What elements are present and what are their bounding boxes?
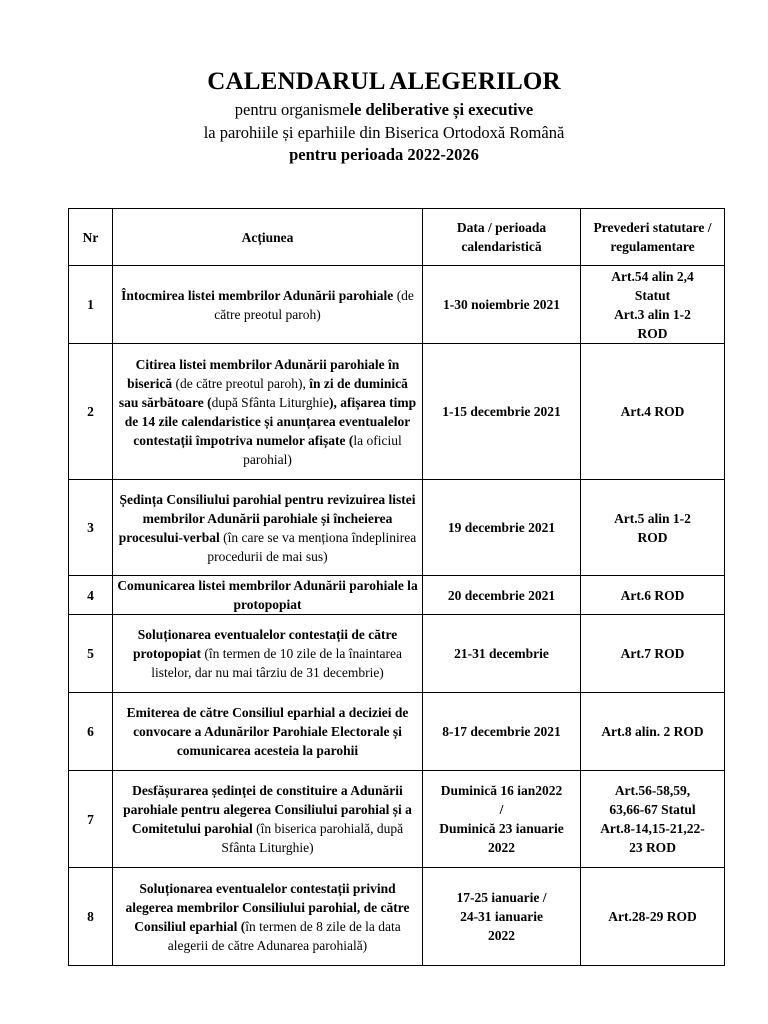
- action-bold: Comunicarea listei membrilor Adunării parohiale la protopopiat: [117, 578, 418, 612]
- action-normal: (în biserica parohială, după Sfânta Liturghie): [221, 821, 404, 855]
- action-bold: Soluționarea eventualelor contestații de către protopopiat: [133, 627, 398, 661]
- date-line: /: [499, 802, 504, 817]
- action-bold: Desfășurarea ședinței de constituire a Adunării parohiale pentru alegerea Consiliului parohial și a Comitetului parohial: [123, 783, 412, 836]
- action-bold: Soluționarea eventualelor contestații privind alegerea membrilor Consiliului parohial, de către Consiliul eparhial (: [125, 880, 410, 934]
- header-date: Data / perioada calendaristică: [423, 209, 581, 266]
- row-date: 19 decembrie 2021: [423, 480, 581, 576]
- row-ref: [581, 771, 725, 868]
- table-header-row: [69, 209, 725, 266]
- row-nr: 8: [69, 868, 113, 966]
- action-normal: (în termen de 10 zile de la înaintarea listelor, dar nu mai târziu de 31 decembrie): [151, 646, 402, 680]
- ref-line: Art.6 ROD: [620, 587, 685, 603]
- header-nr: Nr: [69, 209, 113, 266]
- row-nr: 2: [69, 344, 113, 480]
- ref-line: Art.7 ROD: [620, 646, 685, 661]
- row-ref: [581, 266, 725, 344]
- row-ref: [581, 868, 725, 966]
- document-title: CALENDARUL ALEGERILOR: [207, 68, 561, 95]
- row-action: [113, 344, 423, 480]
- table-row: [69, 344, 725, 480]
- date-line: 24-31 ianuarie: [460, 909, 543, 924]
- action-bold: Emiterea de către Consiliul eparhial a deciziei de convocare a Adunărilor Parohiale Electorale și comunicarea acesteia la parohii: [126, 705, 409, 758]
- ref-line: Art.5 alin 1-2: [614, 510, 691, 526]
- ref-line: Art.54 alin 2,4: [611, 268, 694, 284]
- ref-line: Art.28-29 ROD: [608, 909, 697, 924]
- action-normal: (de către preotul paroh),: [172, 375, 310, 391]
- row-ref: [581, 615, 725, 693]
- ref-line: Art.8-14,15-21,22-: [600, 821, 705, 836]
- ref-line: Art.8 alin. 2 ROD: [601, 724, 704, 739]
- row-nr: 5: [69, 615, 113, 693]
- row-action: [113, 615, 423, 693]
- action-bold: ), afișarea timp de 14 zile calendaristice și anunțarea eventualelor contestații împotriva numelor afișate (: [124, 394, 417, 448]
- row-date: 8-17 decembrie 2021: [423, 693, 581, 771]
- row-ref: [581, 693, 725, 771]
- row-date: 1-15 decembrie 2021: [423, 344, 581, 480]
- table-row: [69, 480, 725, 576]
- table-row: [69, 868, 725, 966]
- row-action: [113, 266, 423, 344]
- action-normal: (în care se va menționa îndeplinirea procedurii de mai sus): [207, 529, 417, 564]
- row-ref: [581, 344, 725, 480]
- ref-line: 63,66-67 Statul: [609, 802, 696, 817]
- row-action: [113, 868, 423, 966]
- subtitle-1-rest: le deliberative și executive: [349, 100, 534, 119]
- ref-line: Art.56-58,59,: [614, 783, 691, 798]
- ref-line: Art.3 alin 1-2: [614, 306, 691, 322]
- document-header: [0, 66, 768, 166]
- action-normal: în termen de 8 zile de la data alegerii de către Adunarea parohială): [167, 918, 401, 953]
- action-bold: Ședința Consiliului parohial pentru revizuirea listei membrilor Adunării parohiale și încheierea procesului-verbal: [118, 491, 416, 545]
- ref-line: ROD: [637, 325, 668, 341]
- date-line: Duminică 16 ian2022: [440, 783, 563, 798]
- table-row: [69, 771, 725, 868]
- row-nr: 3: [69, 480, 113, 576]
- row-nr: 7: [69, 771, 113, 868]
- row-date: 21-31 decembrie: [423, 615, 581, 693]
- action-bold: în zi de duminică sau sărbătoare (: [118, 375, 408, 410]
- header-action: Acțiunea: [113, 209, 423, 266]
- action-normal: la oficiul parohial): [243, 432, 402, 467]
- ref-line: ROD: [637, 529, 668, 545]
- row-action: [113, 576, 423, 615]
- row-action: [113, 693, 423, 771]
- row-ref: [581, 576, 725, 615]
- row-nr: 4: [69, 576, 113, 615]
- row-date: [423, 771, 581, 868]
- row-date: 20 decembrie 2021: [423, 576, 581, 615]
- document-subtitle-1: [0, 98, 768, 122]
- action-normal: (de către preotul paroh): [214, 287, 414, 322]
- action-bold: Întocmirea listei membrilor Adunării parohiale: [121, 287, 394, 303]
- document-subtitle-2: la parohiile și eparhiile din Biserica Ortodoxă Română: [203, 123, 565, 142]
- row-nr: 6: [69, 693, 113, 771]
- elections-calendar-table: [68, 208, 725, 966]
- ref-line: Art.4 ROD: [620, 404, 685, 419]
- row-ref: [581, 480, 725, 576]
- date-line: 2022: [488, 928, 515, 943]
- table-row: [69, 576, 725, 615]
- table-row: [69, 615, 725, 693]
- subtitle-1-prefix: pentru organisme: [234, 100, 350, 119]
- date-line: Duminică 23 ianuarie: [439, 821, 564, 836]
- date-line: 2022: [488, 840, 515, 855]
- row-date: 1-30 noiembrie 2021: [423, 266, 581, 344]
- date-line: 17-25 ianuarie /: [456, 890, 547, 905]
- header-ref: Prevederi statutare / regulamentare: [581, 209, 725, 266]
- ref-line: 23 ROD: [629, 840, 676, 855]
- action-normal: după Sfânta Liturghie: [211, 394, 330, 410]
- row-date: [423, 868, 581, 966]
- document-subtitle-3: pentru perioada 2022-2026: [289, 145, 479, 164]
- row-nr: 1: [69, 266, 113, 344]
- ref-line: Statut: [634, 287, 671, 303]
- table-row: [69, 693, 725, 771]
- row-action: [113, 480, 423, 576]
- row-action: [113, 771, 423, 868]
- action-bold: Citirea listei membrilor Adunării parohiale în biserică: [127, 356, 400, 391]
- table-row: [69, 266, 725, 344]
